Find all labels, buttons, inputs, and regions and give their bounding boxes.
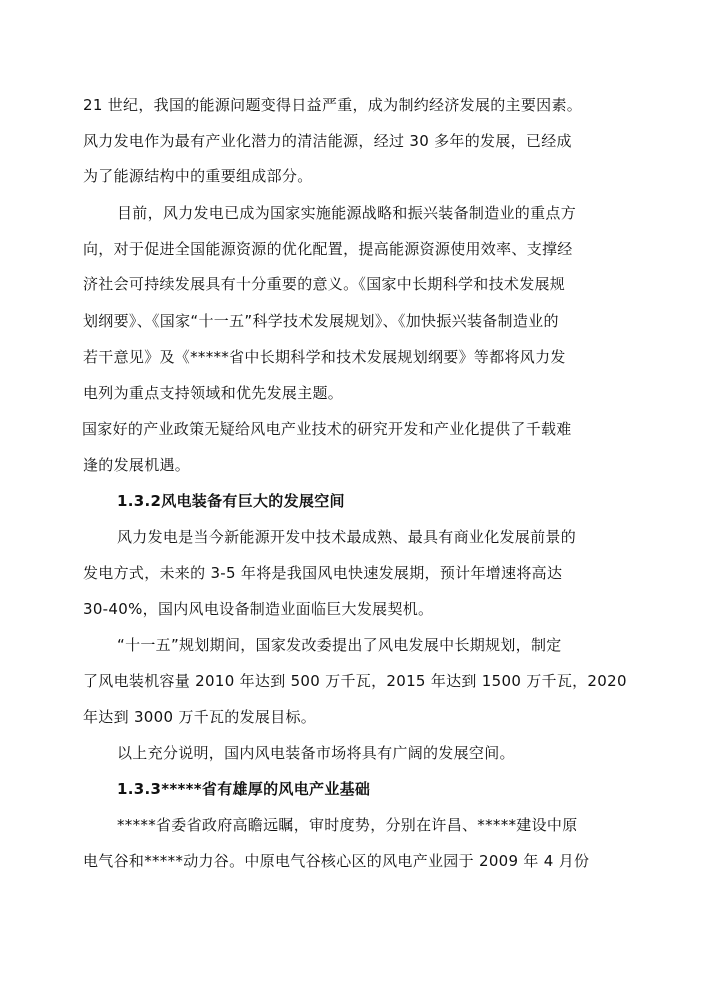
paragraph-line: 逢的发展机遇。	[83, 456, 191, 474]
paragraph-line: 目前，风力发电已成为国家实施能源战略和振兴装备制造业的重点方	[117, 204, 577, 222]
paragraph-line: 济社会可持续发展具有十分重要的意义。《国家中长期科学和技术发展规	[83, 275, 566, 293]
paragraph-line: 以上充分说明，国内风电装备市场将具有广阔的发展空间。	[117, 744, 515, 762]
paragraph-line: 了风电装机容量 2010 年达到 500 万千瓦，2015 年达到 1500 万千瓦，2020	[83, 672, 627, 690]
paragraph-line: 电列为重点支持领域和优先发展主题。	[83, 384, 344, 402]
paragraph-line: 若干意见》及《*****省中长期科学和技术发展规划纲要》等都将风力发	[83, 348, 566, 366]
section-heading: 1.3.3*****省有雄厚的风电产业基础	[117, 780, 371, 798]
section-heading: 1.3.2风电装备有巨大的发展空间	[117, 492, 345, 510]
paragraph-line: *****省委省政府高瞻远瞩，审时度势，分别在许昌、*****建设中原	[117, 816, 578, 834]
paragraph-line: 国家好的产业政策无疑给风电产业技术的研究开发和产业化提供了千载难	[82, 420, 572, 438]
paragraph-line: 向，对于促进全国能源资源的优化配置，提高能源资源使用效率、支撑经	[83, 240, 573, 258]
paragraph-line: 风力发电作为最有产业化潜力的清洁能源，经过 30 多年的发展，已经成	[83, 132, 572, 150]
paragraph-line: 为了能源结构中的重要组成部分。	[83, 167, 313, 185]
paragraph-line: 电气谷和*****动力谷。中原电气谷核心区的风电产业园于 2009 年 4 月份	[83, 852, 590, 870]
paragraph-line: 30-40%，国内风电设备制造业面临巨大发展契机。	[83, 600, 434, 618]
paragraph-line: “十一五”规划期间，国家发改委提出了风电发展中长期规划，制定	[117, 636, 562, 654]
paragraph-line: 21 世纪，我国的能源问题变得日益严重，成为制约经济发展的主要因素。	[83, 96, 583, 114]
paragraph-line: 年达到 3000 万千瓦的发展目标。	[83, 708, 317, 726]
paragraph-line: 风力发电是当今新能源开发中技术最成熟、最具有商业化发展前景的	[117, 528, 577, 546]
paragraph-line: 发电方式，未来的 3-5 年将是我国风电快速发展期，预计年增速将高达	[83, 564, 563, 582]
paragraph-line: 划纲要》、《国家“十一五”科学技术发展规划》、《加快振兴装备制造业的	[83, 312, 559, 330]
